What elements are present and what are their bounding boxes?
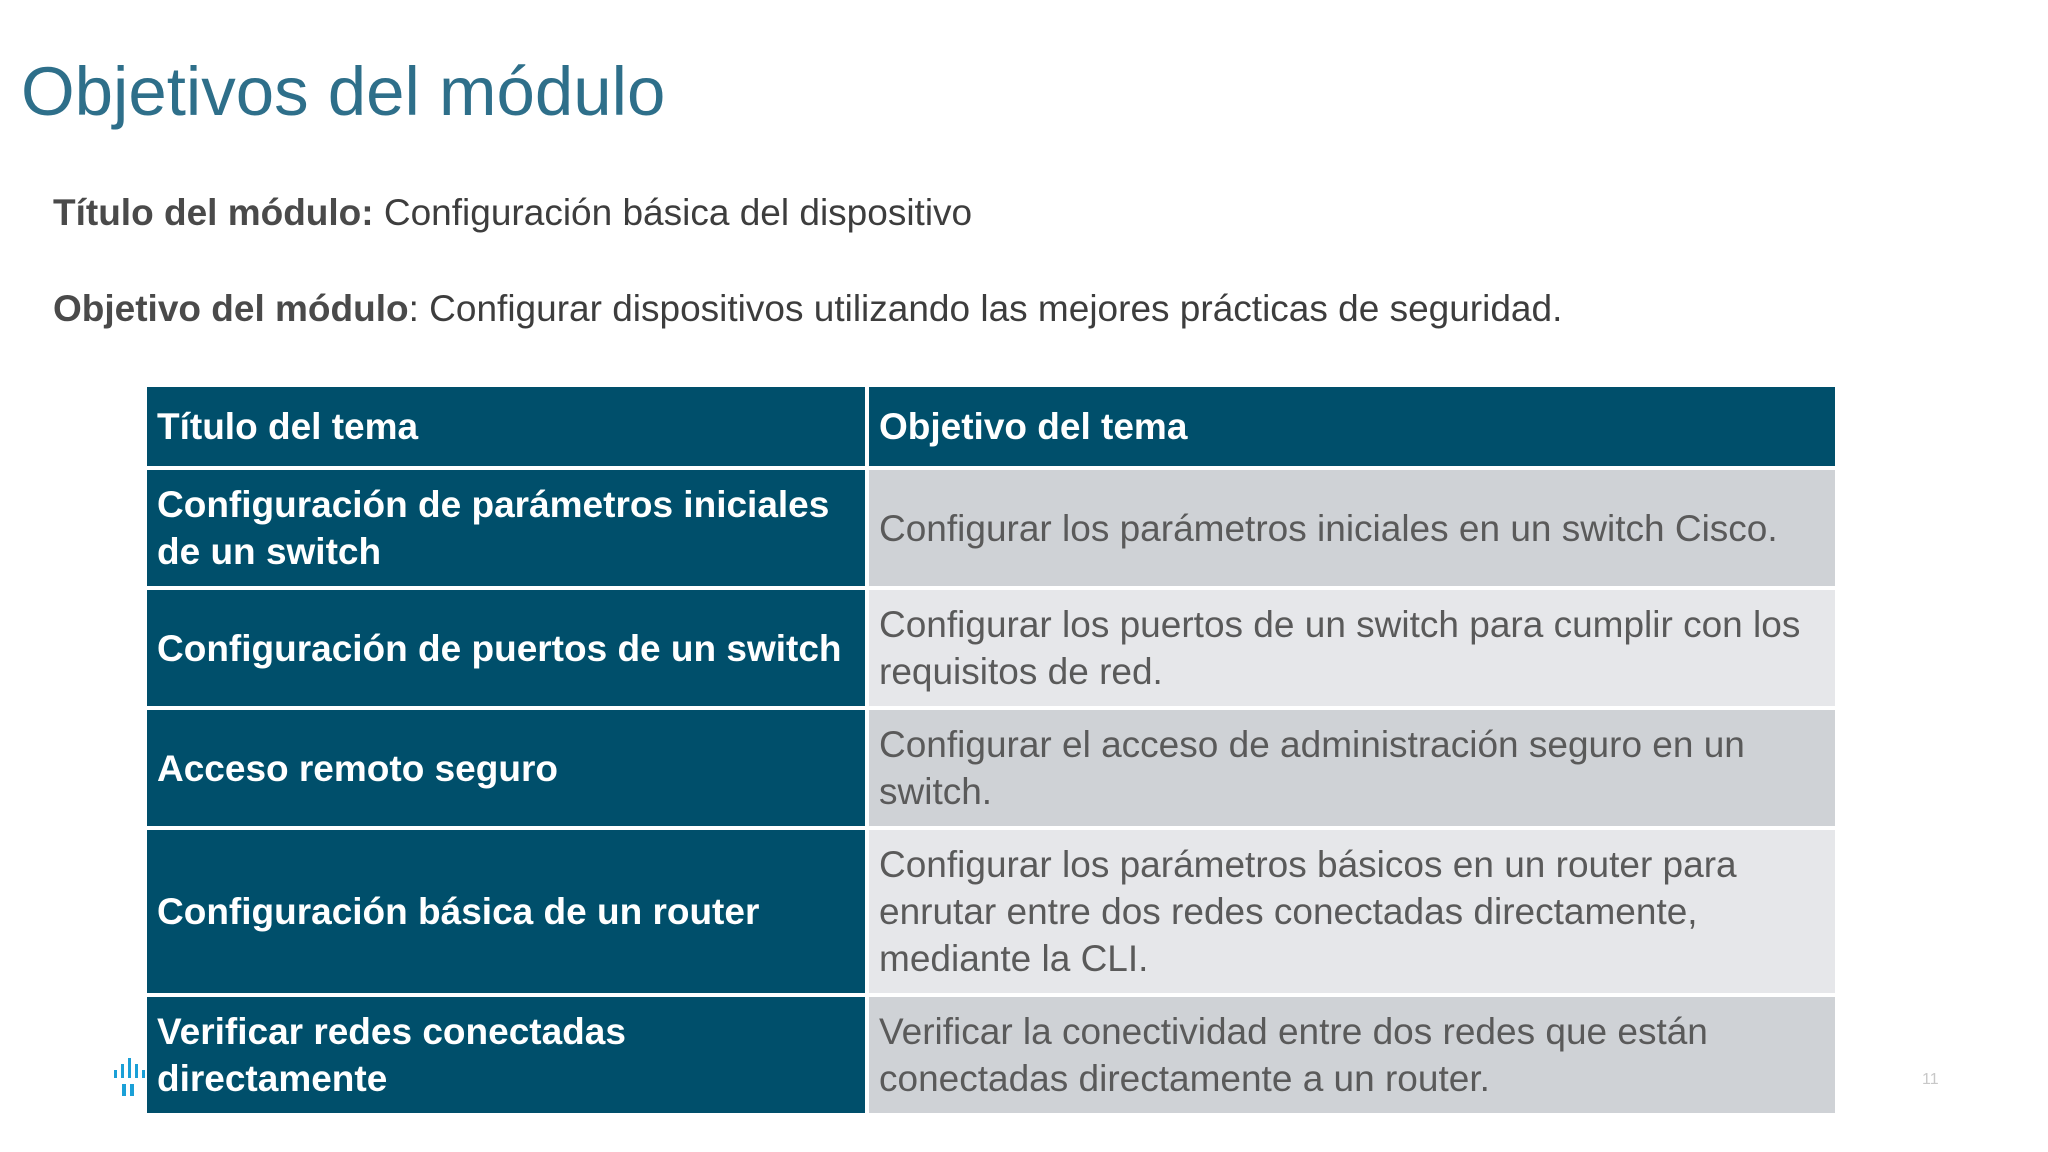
table-header-row [147, 387, 1835, 466]
table-row [147, 710, 1835, 826]
topic-objective: Configurar el acceso de administración seguro en un switch. [869, 710, 1835, 826]
topic-objective: Configurar los parámetros iniciales en un switch Cisco. [869, 470, 1835, 586]
header-topic-title: Título del tema [147, 387, 865, 466]
topic-title: Configuración de puertos de un switch [147, 590, 865, 706]
header-topic-objective: Objetivo del tema [869, 387, 1835, 466]
table-row [147, 590, 1835, 706]
module-objective-line [53, 288, 1562, 330]
topic-title: Configuración de parámetros iniciales de un switch [147, 470, 865, 586]
module-title-label: Título del módulo: [53, 192, 374, 233]
topic-title: Acceso remoto seguro [147, 710, 865, 826]
table-row [147, 470, 1835, 586]
topic-title: Verificar redes conectadas directamente [147, 997, 865, 1113]
module-title-line [53, 192, 972, 234]
table-row [147, 997, 1835, 1113]
slide-title: Objetivos del módulo [21, 53, 666, 130]
module-objective-label: Objetivo del módulo [53, 288, 409, 329]
cisco-logo-icon [112, 1054, 152, 1100]
topic-objective: Verificar la conectividad entre dos redes que están conectadas directamente a un router. [869, 997, 1835, 1113]
table-row [147, 830, 1835, 993]
topic-objective: Configurar los parámetros básicos en un router para enrutar entre dos redes conectadas directamente, mediante la CLI. [869, 830, 1835, 993]
module-objective-value: : Configurar dispositivos utilizando las mejores prácticas de seguridad. [408, 288, 1563, 329]
module-title-value: Configuración básica del dispositivo [373, 192, 973, 233]
topic-objective: Configurar los puertos de un switch para cumplir con los requisitos de red. [869, 590, 1835, 706]
topic-title: Configuración básica de un router [147, 830, 865, 993]
page-number: 11 [1922, 1071, 1939, 1088]
topics-table [143, 383, 1839, 1117]
